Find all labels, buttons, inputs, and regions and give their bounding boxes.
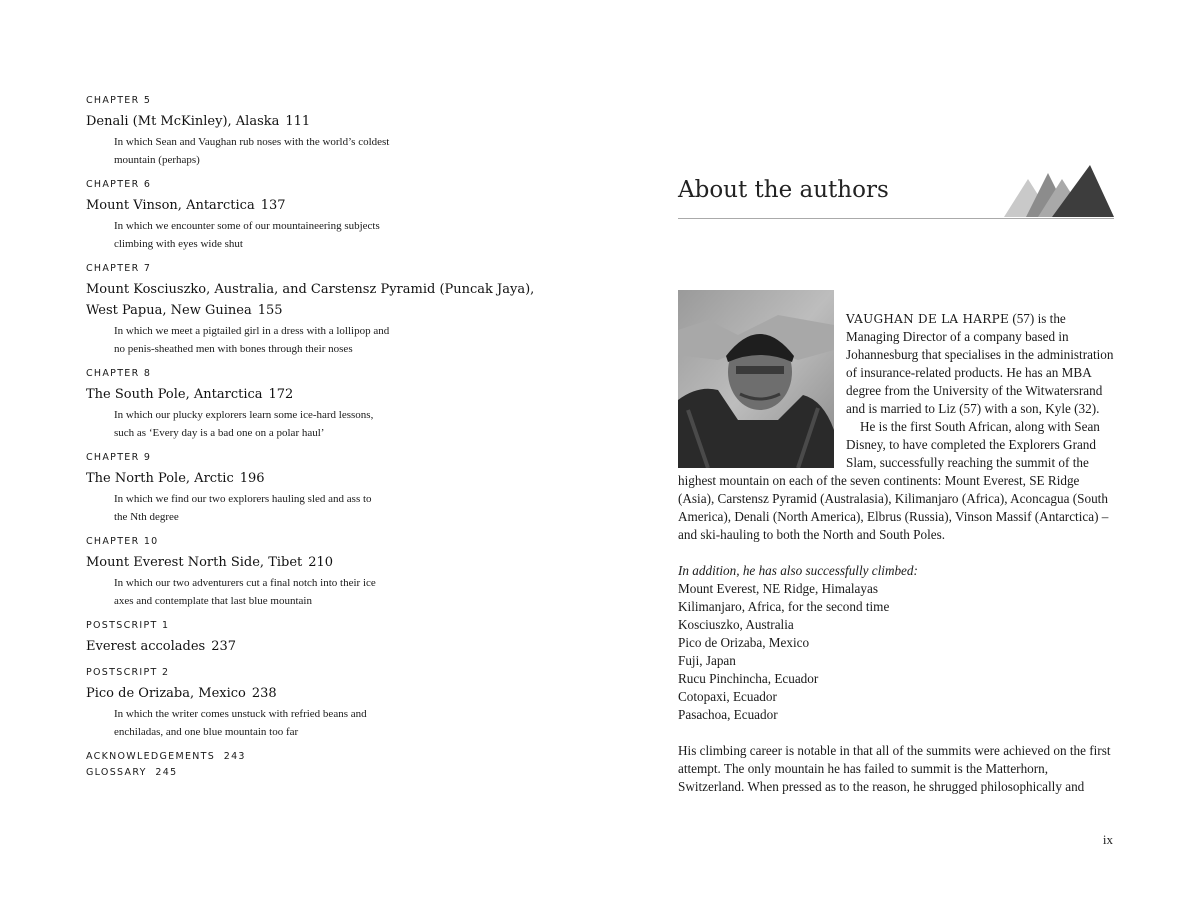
chapter-title: Denali (Mt McKinley), Alaska 111 [86,114,311,129]
chapter-label: CHAPTER 7 [86,263,152,274]
right-page [600,0,1200,918]
chapter-title: The South Pole, Antarctica 172 [86,387,294,402]
chapter-description: In which we find our two explorers hauling sled and ass to the Nth degree [114,493,372,523]
list-item: Fuji, Japan [678,653,736,668]
toc-entry-acknowledgements[interactable]: ACKNOWLEDGEMENTS 243 [86,751,246,762]
climbs-heading: In addition, he has also successfully climbed: [678,563,918,578]
list-item: Kilimanjaro, Africa, for the second time [678,599,890,614]
chapter-description: In which the writer comes unstuck with refried beans and enchiladas, and one blue mountain too far [114,708,367,738]
chapter-description: In which our two adventurers cut a final notch into their ice axes and contemplate that last blue mountain [114,577,376,607]
list-item: Rucu Pinchincha, Ecuador [678,671,819,686]
bio-paragraph: He is the first South African, along with Sean Disney, to have completed the Explorers Grand Slam, successfully reaching the summit of the highest mountain on each of the seven continents: Mount Everest, SE Ridge (Asia), Carstensz Pyramid (Australasia), Kilimanjaro (Africa), Aconcagua (South America), Denali (North America), Elbrus (Russia), Vinson Massif (Antarctica) – and ski-hauling to both the North and South Poles. [678,419,1109,542]
chapter-label: POSTSCRIPT 2 [86,667,170,678]
toc-entry-chapter-10[interactable] [86,535,556,610]
page-number: 210 [308,555,334,570]
author-bio [678,310,1114,796]
mountains-icon [1004,165,1114,219]
page-number: 196 [239,471,265,486]
chapter-label: CHAPTER 6 [86,179,152,190]
page-title: About the authors [678,177,889,203]
toc-entry-chapter-9[interactable] [86,451,556,526]
chapter-label: CHAPTER 10 [86,536,159,547]
chapter-description: In which Sean and Vaughan rub noses with the world’s coldest mountain (perhaps) [114,136,390,166]
toc-back-matter [86,750,556,780]
list-item: Mount Everest, NE Ridge, Himalayas [678,581,878,596]
chapter-label: CHAPTER 9 [86,452,152,463]
toc-entry-chapter-7[interactable] [86,262,556,358]
toc-entry-glossary[interactable]: GLOSSARY 245 [86,767,178,778]
chapter-title: The North Pole, Arctic 196 [86,471,265,486]
toc-entry-postscript-1[interactable] [86,619,556,657]
chapter-description: In which we meet a pigtailed girl in a dress with a lollipop and no penis-sheathed men with bones through their noses [114,325,390,355]
page-number: 237 [211,639,237,654]
chapter-description: In which our plucky explorers learn some ice-hard lessons, such as ‘Every day is a bad one on a polar haul’ [114,409,374,439]
chapter-label: CHAPTER 8 [86,368,152,379]
chapter-title: Mount Everest North Side, Tibet 210 [86,555,334,570]
page-number: 172 [268,387,294,402]
table-of-contents [86,94,556,782]
list-item: Cotopaxi, Ecuador [678,689,777,704]
toc-entry-chapter-8[interactable] [86,367,556,442]
author-name: VAUGHAN DE LA HARPE [846,312,1010,326]
chapter-label: POSTSCRIPT 1 [86,620,170,631]
page-number: ix [1102,832,1113,847]
chapter-title: Everest accolades 237 [86,639,237,654]
page-number: 137 [260,198,286,213]
page-number: 238 [251,686,277,701]
chapter-title: Pico de Orizaba, Mexico 238 [86,686,277,701]
toc-entry-chapter-5[interactable] [86,94,556,169]
chapter-title: Mount Vinson, Antarctica 137 [86,198,286,213]
page-number: 155 [257,303,283,318]
chapter-label: CHAPTER 5 [86,95,152,106]
bio-paragraph: VAUGHAN DE LA HARPE (57) is the Managing Director of a company based in Johannesburg that specialises in the administration of insurance-related products. He has an MBA degree from the University of the Witwatersrand and is married to Liz (57) with a son, Kyle (32). [846,311,1114,416]
list-item: Pasachoa, Ecuador [678,707,778,722]
climbs-list [678,580,1114,724]
list-item: Pico de Orizaba, Mexico [678,635,810,650]
page-number: 111 [285,114,311,129]
toc-entry-chapter-6[interactable] [86,178,556,253]
toc-entry-postscript-2[interactable] [86,666,556,741]
chapter-description: In which we encounter some of our mountaineering subjects climbing with eyes wide shut [114,220,380,250]
section-heading [678,172,1114,219]
bio-paragraph: His climbing career is notable in that all of the summits were achieved on the first attempt. The only mountain he has failed to summit is the Matterhorn, Switzerland. When pressed as to the reason, he shrugged philosophically and [678,743,1111,794]
list-item: Kosciuszko, Australia [678,617,794,632]
chapter-title: Mount Kosciuszko, Australia, and Carstensz Pyramid (Puncak Jaya), West Papua, New Guinea 155 [86,282,535,318]
